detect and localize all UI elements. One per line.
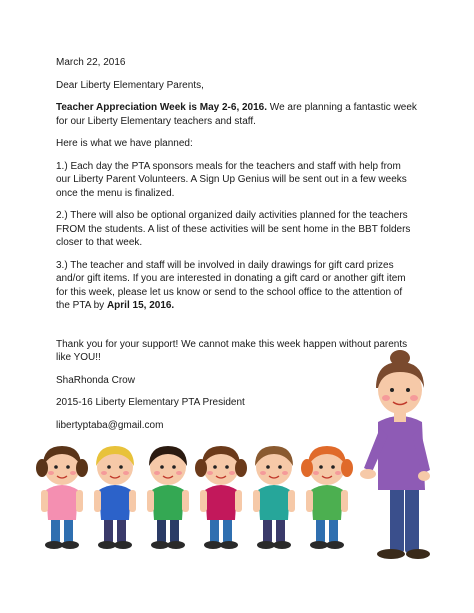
- intro-rest: We are planning a fantastic week for our Liberty Elementary teachers and staff.: [56, 102, 417, 127]
- signer-title: 2015-16 Liberty Elementary PTA President: [56, 397, 245, 408]
- intro-paragraph: [56, 101, 418, 128]
- contact-email: libertyptaba@gmail.com: [56, 419, 164, 431]
- child-icon: [147, 446, 189, 549]
- plan-item-2: 2.) There will also be optional organized daily activities planned for the teachers FROM the students. A list of these activities will be sent home in the BBT folders closer to that week.: [56, 210, 411, 248]
- child-icon: [195, 446, 247, 549]
- child-icon: [36, 446, 88, 549]
- letter-date: March 22, 2016: [56, 57, 126, 68]
- plan-item-3: [56, 259, 418, 313]
- child-icon: [301, 446, 353, 549]
- letter-salutation: Dear Liberty Elementary Parents,: [56, 79, 204, 91]
- plan-item-3-text: 3.) The teacher and staff will be involved in daily drawings for gift card prizes and/or gift items. If you are interested in donating a gift card or another gift item for this week, please let us know or send to the school office to the attention of the PTA by: [56, 259, 406, 311]
- clipart-illustration: [0, 340, 474, 613]
- deadline-date: April 15, 2016.: [106, 300, 175, 311]
- intro-bold: Teacher Appreciation Week is May 2-6, 2016.: [56, 102, 268, 113]
- plan-heading: Here is what we have planned:: [56, 138, 193, 149]
- child-icon: [253, 446, 295, 549]
- child-icon: [94, 446, 136, 549]
- thanks-line: Thank you for your support! We cannot make this week happen without parents like YOU!!: [56, 338, 408, 363]
- teacher-icon: [360, 350, 430, 559]
- children-group: [36, 446, 353, 549]
- signer-name: ShaRhonda Crow: [56, 374, 135, 386]
- plan-item-1: 1.) Each day the PTA sponsors meals for the teachers and staff with help from our Liberty Parent Volunteers. A Sign Up Genius will be sent out in a few weeks once the menu is finalized.: [56, 160, 407, 199]
